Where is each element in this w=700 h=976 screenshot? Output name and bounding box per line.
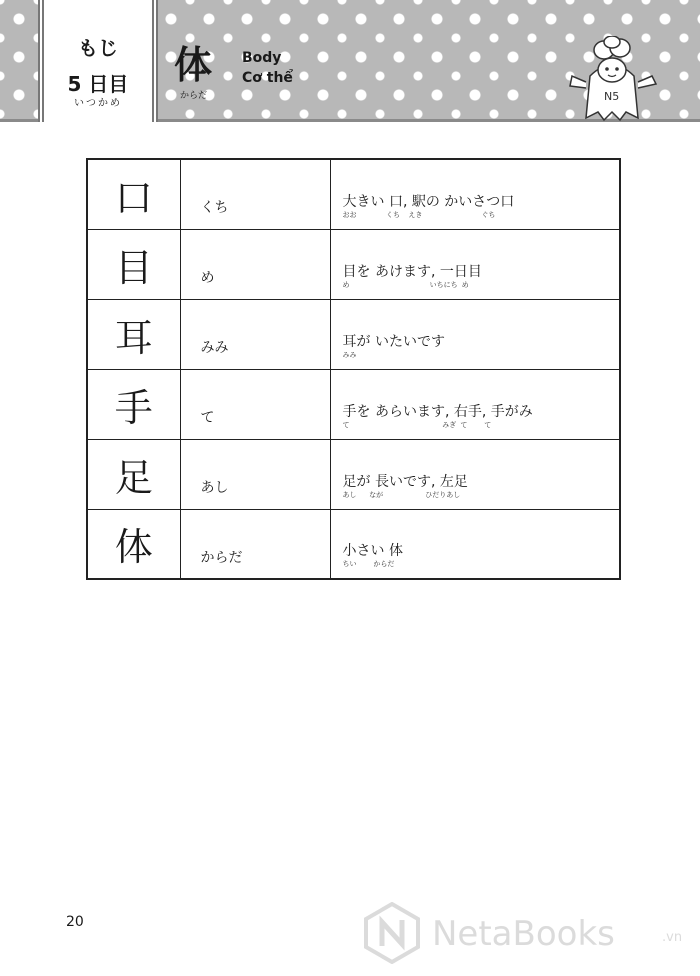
reading-cell: みみ — [180, 299, 330, 369]
table-row — [87, 299, 620, 369]
example-ruby: め いちにち め — [342, 280, 469, 289]
kanji-cell: 手 — [87, 369, 180, 439]
kanji-cell: 耳 — [87, 299, 180, 369]
example-cell — [330, 439, 620, 509]
watermark — [362, 902, 692, 964]
reading-cell: め — [180, 229, 330, 299]
example-ruby: あし なが ひだりあし — [342, 490, 461, 499]
example-text: 目を あけます, 一日目 — [342, 263, 482, 280]
kanji-cell: 足 — [87, 439, 180, 509]
example-ruby: て みぎ て て — [342, 420, 492, 429]
watermark-suffix: .vn — [662, 930, 683, 945]
example-text: 足が 長いです, 左足 — [342, 473, 468, 490]
kanji-table — [86, 158, 621, 580]
kanji-cell: 口 — [87, 159, 180, 229]
example-cell — [330, 229, 620, 299]
reading-cell: て — [180, 369, 330, 439]
example-ruby: おお くち えき ぐち — [342, 210, 496, 219]
netabooks-logo-icon — [362, 902, 422, 964]
lesson-number-ruby: いつかめ — [74, 98, 122, 109]
table-row — [87, 509, 620, 579]
mascot-badge: N5 — [604, 90, 620, 103]
page-number: 20 — [66, 914, 84, 930]
example-cell — [330, 509, 620, 579]
example-cell — [330, 369, 620, 439]
example-text: 大きい 口, 駅の かいさつ口 — [342, 193, 515, 210]
example-cell — [330, 159, 620, 229]
table-row — [87, 439, 620, 509]
example-ruby: みみ — [342, 350, 357, 359]
example-text: 手を あらいます, 右手, 手がみ — [342, 403, 533, 420]
table-row — [87, 159, 620, 229]
lesson-panel — [38, 0, 158, 122]
watermark-text: NetaBooks — [432, 914, 615, 954]
reading-cell: あし — [180, 439, 330, 509]
reading-cell: からだ — [180, 509, 330, 579]
topic-vietnamese: Cơ thể — [242, 70, 293, 86]
topic-ruby: からだ — [180, 91, 208, 101]
kanji-cell: 目 — [87, 229, 180, 299]
example-text: 耳が いたいです — [342, 333, 445, 350]
table-row — [87, 369, 620, 439]
mascot-icon — [568, 36, 658, 122]
table-row — [87, 229, 620, 299]
topic-english: Body — [242, 50, 282, 66]
example-text: 小さい 体 — [342, 543, 403, 560]
example-ruby: ちい からだ — [342, 560, 395, 569]
lesson-category: もじ — [78, 36, 118, 60]
kanji-cell: 体 — [87, 509, 180, 579]
topic-kanji: 体 — [174, 42, 213, 87]
reading-cell: くち — [180, 159, 330, 229]
example-cell — [330, 299, 620, 369]
lesson-number: 5 日目 — [67, 72, 129, 96]
